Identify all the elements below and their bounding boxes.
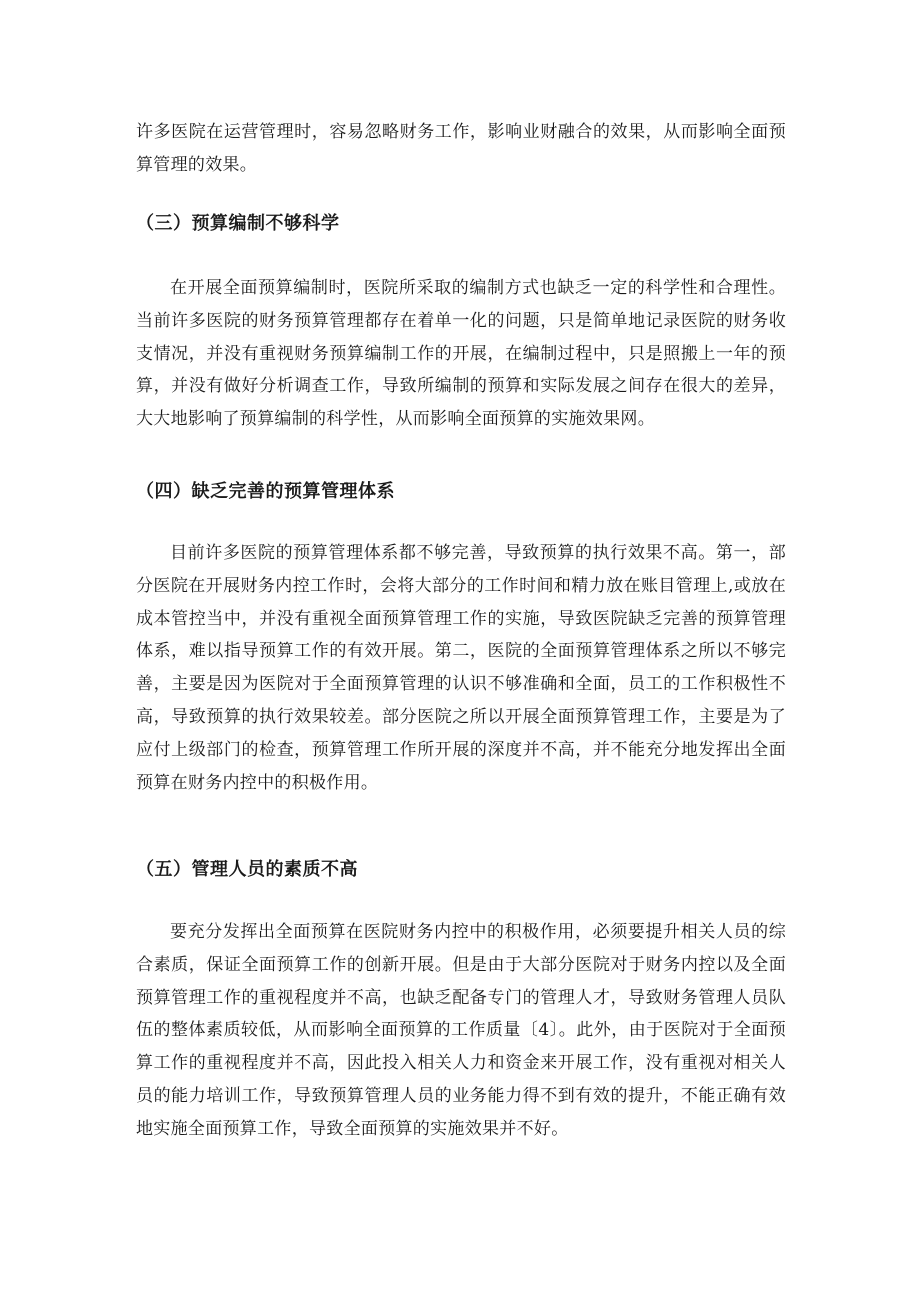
section-5-heading: （五）管理人员的素质不高 (136, 859, 358, 880)
intro-paragraph: 许多医院在运营管理时，容易忽略财务工作，影响业财融合的效果，从而影响全面预算管理的效果。 (136, 122, 786, 175)
section-3-paragraph: 在开展全面预算编制时，医院所采取的编制方式也缺乏一定的科学性和合理性。当前许多医院的财务预算管理都存在着单一化的问题，只是简单地记录医院的财务收支情况，并没有重视财务预算编制工作的开展，在编制过程中，只是照搬上一年的预算，并没有做好分析调查工作，导致所编制的预算和实际发展之间存在很大的差异，大大地影响了预算编制的科学性，从而影响全面预算的实施效果网。 (136, 278, 786, 430)
section-4-paragraph: 目前许多医院的预算管理体系都不够完善，导致预算的执行效果不高。第一，部分医院在开展财务内控工作时，会将大部分的工作时间和精力放在账目管理上,或放在成本管控当中，并没有重视全面预算管理工作的实施，导致医院缺乏完善的预算管理体系，难以指导预算工作的有效开展。第二，医院的全面预算管理体系之所以不够完善，主要是因为医院对于全面预算管理的认识不够准确和全面，员工的工作积极性不高，导致预算的执行效果较差。部分医院之所以开展全面预算管理工作，主要是为了应付上级部门的检查，预算管理工作所开展的深度并不高，并不能充分地发挥出全面预算在财务内控中的积极作用。 (136, 543, 786, 793)
section-5-paragraph: 要充分发挥出全面预算在医院财务内控中的积极作用，必须要提升相关人员的综合素质，保证全面预算工作的创新开展。但是由于大部分医院对于财务内控以及全面预算管理工作的重视程度并不高，也缺乏配备专门的管理人才，导致财务管理人员队伍的整体素质较低，从而影响全面预算的工作质量〔4〕。此外，由于医院对于全面预算工作的重视程度并不高，因此投入相关人力和资金来开展工作，没有重视对相关人员的能力培训工作，导致预算管理人员的业务能力得不到有效的提升，不能正确有效地实施全面预算工作，导致全面预算的实施效果并不好。 (136, 922, 786, 1139)
section-3-heading: （三）预算编制不够科学 (136, 213, 340, 234)
section-4-heading: （四）缺乏完善的预算管理体系 (136, 481, 395, 502)
